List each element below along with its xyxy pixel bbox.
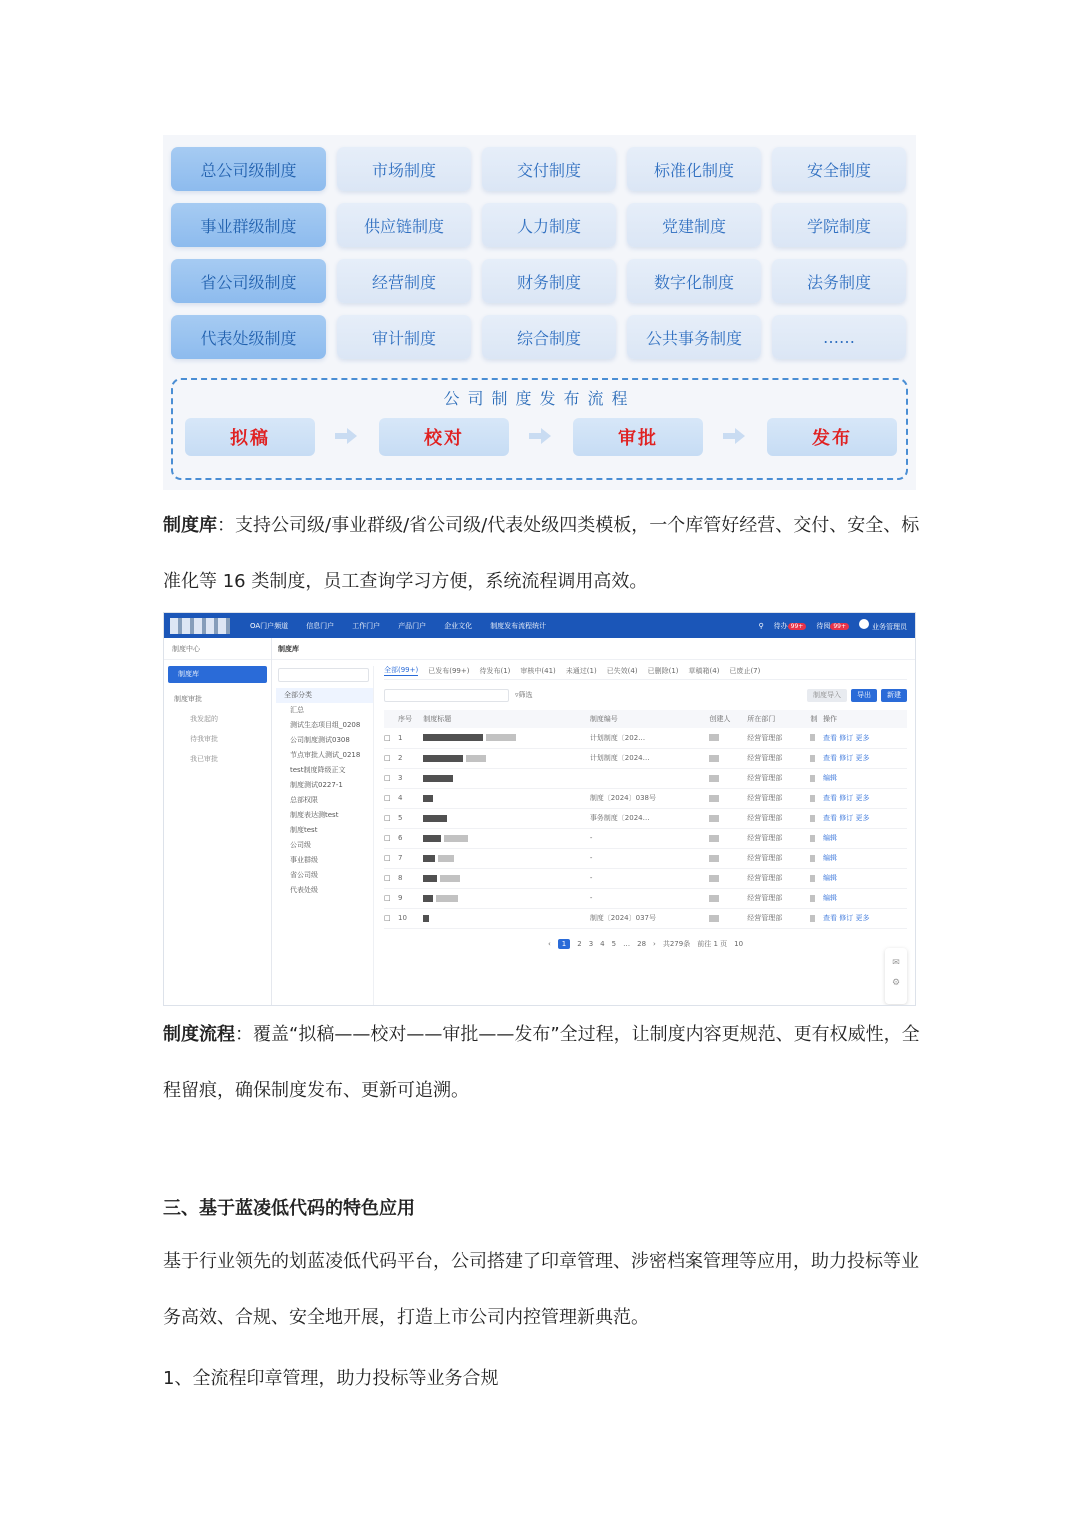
cell-code: -	[590, 848, 710, 868]
export-button[interactable]: 导出	[851, 689, 877, 702]
cell-actions[interactable]: 编辑	[823, 868, 907, 888]
row-checkbox[interactable]: □	[384, 728, 398, 748]
category-button: 代表处级制度	[171, 315, 326, 359]
paragraph-bold-lead: 制度库	[163, 515, 217, 536]
cell-title[interactable]	[423, 828, 590, 848]
cell-no: 9	[398, 888, 423, 908]
system-diagram	[163, 135, 916, 490]
cell-no: 5	[398, 808, 423, 828]
tree-node[interactable]: 制度test	[290, 826, 318, 834]
category-button: 总公司级制度	[171, 147, 326, 191]
cell-code: 计划制度〔202…	[590, 728, 710, 748]
cell-actions[interactable]: 查看 修订 更多	[823, 908, 907, 928]
pagination	[384, 939, 907, 949]
system-screenshot	[163, 612, 916, 1006]
cell-creator	[709, 908, 747, 928]
cell-dept: 经营管理部	[747, 868, 810, 888]
cell-code	[590, 768, 710, 788]
category-button: 财务制度	[482, 259, 616, 303]
cell-dept: 经营管理部	[747, 728, 810, 748]
column-header: 制度编号	[590, 710, 710, 728]
cell-dept: 经营管理部	[747, 808, 810, 828]
category-button: 安全制度	[772, 147, 906, 191]
cell-no: 1	[398, 728, 423, 748]
search-icon[interactable]: ⚲	[758, 621, 764, 630]
tree-node[interactable]: 测试生态项目组_0208	[290, 721, 361, 729]
sidebar-subitem[interactable]: 我发起的	[190, 715, 218, 723]
sub-heading: 1、全流程印章管理，助力投标等业务合规	[163, 1368, 499, 1389]
status-tab[interactable]: 已发布(99+)	[428, 666, 470, 675]
cell-title[interactable]	[423, 748, 590, 768]
cell-type	[810, 748, 823, 768]
section-heading: 三、基于蓝凌低代码的特色应用	[163, 1198, 415, 1219]
column-header: 制度标题	[423, 710, 590, 728]
chat-icon[interactable]: ✉	[892, 958, 900, 968]
cell-actions[interactable]: 查看 修订 更多	[823, 748, 907, 768]
cell-type	[810, 768, 823, 788]
column-header: 序号	[398, 710, 423, 728]
column-header: 制	[810, 710, 823, 728]
cell-no: 6	[398, 828, 423, 848]
list-panel	[384, 662, 907, 1005]
cell-title[interactable]	[423, 768, 590, 788]
avatar	[859, 619, 869, 629]
nav-item[interactable]: 企业文化	[444, 621, 473, 630]
import-button[interactable]: 制度导入	[807, 689, 847, 702]
sidebar-subitem[interactable]: 待我审批	[190, 735, 218, 743]
filter-label: 筛选	[518, 691, 533, 699]
todo-badge: 99+	[788, 623, 807, 630]
side-tools	[885, 948, 907, 1004]
table-row[interactable]	[384, 908, 907, 928]
cell-title[interactable]	[423, 868, 590, 888]
status-tab[interactable]: 已删除(1)	[647, 666, 679, 675]
category-grid	[171, 147, 906, 359]
row-checkbox[interactable]: □	[384, 768, 398, 788]
top-navbar	[164, 613, 915, 638]
status-tab[interactable]: 已废止(7)	[729, 666, 761, 675]
page-number[interactable]: 4	[600, 939, 605, 948]
cell-actions[interactable]: 查看 修订 更多	[823, 808, 907, 828]
column-header: 所在部门	[747, 710, 810, 728]
cell-dept: 经营管理部	[747, 748, 810, 768]
category-button: 事业群级制度	[171, 203, 326, 247]
user-menu[interactable]	[859, 619, 907, 632]
left-sidebar	[164, 638, 272, 1005]
search-input[interactable]	[384, 689, 509, 702]
paragraph-system-library	[163, 498, 923, 610]
table-row[interactable]	[384, 768, 907, 788]
prev-page-icon[interactable]: ‹	[547, 939, 551, 948]
row-checkbox[interactable]: □	[384, 808, 398, 828]
page-title: 制度库	[272, 638, 915, 660]
page-number[interactable]: 2	[577, 939, 582, 948]
tree-node[interactable]: 总部权限	[290, 796, 318, 804]
cell-title[interactable]	[423, 908, 590, 928]
system-table	[384, 710, 907, 929]
list-toolbar	[384, 684, 907, 706]
column-header: 操作	[823, 710, 907, 728]
category-button: 审计制度	[337, 315, 471, 359]
table-row[interactable]	[384, 728, 907, 748]
cell-type	[810, 808, 823, 828]
cell-title[interactable]	[423, 728, 590, 748]
tree-node[interactable]: 公司级	[290, 841, 311, 849]
category-button: 党建制度	[627, 203, 761, 247]
cell-creator	[709, 848, 747, 868]
tree-node[interactable]: 制度测试0227-1	[290, 781, 343, 789]
cell-creator	[709, 728, 747, 748]
cell-no: 3	[398, 768, 423, 788]
category-button: 标准化制度	[627, 147, 761, 191]
category-button: 综合制度	[482, 315, 616, 359]
cell-type	[810, 848, 823, 868]
cell-code: -	[590, 888, 710, 908]
category-button: 省公司级制度	[171, 259, 326, 303]
paragraph-text: ：覆盖“拟稿——校对——审批——发布”全过程，让制度内容更规范、更有权威性，全程留痕，确保制度发布、更新可追溯。	[163, 1024, 920, 1101]
status-tab[interactable]: 未通过(1)	[565, 666, 597, 675]
page-number[interactable]: 28	[637, 939, 647, 948]
flow-step-approve: 审批	[573, 418, 703, 456]
cell-actions[interactable]: 编辑	[823, 768, 907, 788]
cell-code: -	[590, 868, 710, 888]
status-tab[interactable]: 全部(99+)	[384, 666, 419, 674]
arrow-right-icon	[529, 428, 551, 444]
cell-type	[810, 908, 823, 928]
status-tab[interactable]: 草稿箱(4)	[688, 666, 720, 675]
tree-node[interactable]: 省公司级	[290, 871, 318, 879]
row-checkbox[interactable]: □	[384, 848, 398, 868]
arrow-right-icon	[723, 428, 745, 444]
category-button: ……	[772, 315, 906, 359]
nav-item[interactable]: 工作门户	[352, 621, 381, 630]
user-label: 业务管理员	[872, 623, 907, 631]
page-number[interactable]: 5	[611, 939, 617, 948]
category-button: 学院制度	[772, 203, 906, 247]
row-checkbox[interactable]: □	[384, 888, 398, 908]
tree-node[interactable]: 代表处级	[290, 886, 318, 894]
settings-icon[interactable]: ⚙	[891, 978, 901, 988]
cell-title[interactable]	[423, 848, 590, 868]
paragraph-lowcode: 基于行业领先的划蓝凌低代码平台，公司搭建了印章管理、涉密档案管理等应用，助力投标等业务高效、合规、安全地开展，打造上市公司内控管理新典范。	[163, 1251, 919, 1328]
cell-code: -	[590, 828, 710, 848]
cell-type	[810, 888, 823, 908]
cell-title[interactable]	[423, 888, 590, 908]
cell-code: 计划制度〔2024…	[590, 748, 710, 768]
column-header: 创建人	[709, 710, 747, 728]
cell-code: 制度〔2024〕037号	[590, 908, 710, 928]
category-button: 法务制度	[772, 259, 906, 303]
pager-goto[interactable]: 前往 1 页	[697, 939, 728, 948]
cell-creator	[709, 768, 747, 788]
sidebar-subitem[interactable]: 我已审批	[190, 755, 218, 763]
cell-type	[810, 788, 823, 808]
cell-creator	[709, 808, 747, 828]
pager-total: 共279条	[662, 939, 691, 948]
cell-title[interactable]	[423, 808, 590, 828]
nav-item[interactable]: 信息门户	[306, 621, 335, 630]
row-checkbox[interactable]: □	[384, 908, 398, 928]
cell-actions[interactable]: 查看 修订 更多	[823, 728, 907, 748]
cell-dept: 经营管理部	[747, 828, 810, 848]
page-number[interactable]: 3	[588, 939, 594, 948]
cell-code: 制度〔2024〕038号	[590, 788, 710, 808]
tree-node[interactable]: 节点审批人测试_0218	[290, 751, 361, 759]
table-row[interactable]	[384, 888, 907, 908]
cell-creator	[709, 788, 747, 808]
row-checkbox[interactable]: □	[384, 748, 398, 768]
cell-type	[810, 828, 823, 848]
status-tab[interactable]: 待发布(1)	[479, 666, 511, 675]
cell-actions[interactable]: 编辑	[823, 828, 907, 848]
category-button: 市场制度	[337, 147, 471, 191]
category-button: 人力制度	[482, 203, 616, 247]
pager-size[interactable]: 10	[734, 939, 744, 948]
status-tabs	[384, 662, 907, 680]
cell-dept: 经营管理部	[747, 768, 810, 788]
company-logo	[170, 618, 230, 634]
category-button: 公共事务制度	[627, 315, 761, 359]
page-number[interactable]: 1	[558, 939, 570, 949]
cell-no: 4	[398, 788, 423, 808]
cell-no: 10	[398, 908, 423, 928]
row-checkbox[interactable]: □	[384, 828, 398, 848]
cell-actions[interactable]: 编辑	[823, 848, 907, 868]
new-button[interactable]: 新建	[881, 689, 907, 702]
arrow-right-icon	[335, 428, 357, 444]
cell-creator	[709, 828, 747, 848]
sidebar-header: 制度中心	[164, 638, 271, 660]
nav-item[interactable]: 制度发布流程统计	[490, 621, 547, 630]
cell-actions[interactable]: 编辑	[823, 888, 907, 908]
publish-flow-box	[171, 378, 908, 480]
cell-dept: 经营管理部	[747, 788, 810, 808]
read-badge: 99+	[830, 623, 849, 630]
top-right-tools	[759, 619, 907, 632]
flow-step-publish: 发布	[767, 418, 897, 456]
table-row[interactable]	[384, 788, 907, 808]
row-checkbox[interactable]: □	[384, 788, 398, 808]
table-row[interactable]	[384, 808, 907, 828]
category-tree	[276, 666, 374, 1005]
cell-code: 事务制度〔2024…	[590, 808, 710, 828]
cell-type	[810, 728, 823, 748]
paragraph-bold-lead: 制度流程	[163, 1024, 235, 1045]
read-label: 待阅	[816, 621, 831, 630]
table-row[interactable]	[384, 748, 907, 768]
table-row[interactable]	[384, 848, 907, 868]
todo-link[interactable]	[774, 621, 807, 631]
cell-no: 2	[398, 748, 423, 768]
tree-node[interactable]: 制度表达测test	[290, 811, 339, 819]
cell-creator	[709, 748, 747, 768]
cell-actions[interactable]: 查看 修订 更多	[823, 788, 907, 808]
cell-title[interactable]	[423, 788, 590, 808]
flow-step-proofread: 校对	[379, 418, 509, 456]
table-row[interactable]	[384, 828, 907, 848]
sidebar-item-approval[interactable]: 制度审批	[174, 695, 202, 703]
nav-item[interactable]: OA门户频道	[250, 621, 289, 630]
category-button: 数字化制度	[627, 259, 761, 303]
cell-no: 8	[398, 868, 423, 888]
tree-node[interactable]: 事业群级	[290, 856, 318, 864]
row-checkbox[interactable]: □	[384, 868, 398, 888]
cell-dept: 经营管理部	[747, 888, 810, 908]
read-link[interactable]	[816, 621, 849, 631]
sidebar-item-library[interactable]: 制度库	[168, 666, 267, 683]
status-tab[interactable]: 审核中(41)	[520, 666, 556, 675]
cell-no: 7	[398, 848, 423, 868]
filter-button[interactable]: ▿筛选	[515, 691, 533, 699]
next-page-icon[interactable]: ›	[653, 939, 656, 948]
tree-root-node[interactable]: 全部分类	[276, 688, 373, 703]
table-row[interactable]	[384, 868, 907, 888]
cell-creator	[709, 888, 747, 908]
category-button: 供应链制度	[337, 203, 471, 247]
tree-node[interactable]: 公司制度测试0308	[290, 736, 350, 744]
cell-creator	[709, 868, 747, 888]
cell-type	[810, 868, 823, 888]
nav-item[interactable]: 产品门户	[398, 621, 427, 630]
cell-dept: 经营管理部	[747, 848, 810, 868]
todo-label: 待办	[773, 621, 788, 630]
tree-search-input[interactable]	[278, 668, 369, 682]
cell-dept: 经营管理部	[747, 908, 810, 928]
paragraph-system-flow	[163, 1007, 923, 1119]
tree-node[interactable]: 汇总	[290, 706, 304, 714]
paragraph-text: ：支持公司级/事业群级/省公司级/代表处级四类模板，一个库管好经营、交付、安全、标准化等 16 类制度，员工查询学习方便，系统流程调用高效。	[163, 515, 920, 592]
status-tab[interactable]: 已失效(4)	[606, 666, 638, 675]
tree-node[interactable]: test制度降级正文	[290, 766, 346, 774]
page-number[interactable]: …	[623, 939, 631, 948]
flow-step-draft: 拟稿	[185, 418, 315, 456]
flow-title: 公司制度发布流程	[443, 389, 636, 408]
main-content	[272, 638, 915, 1005]
category-button: 经营制度	[337, 259, 471, 303]
category-button: 交付制度	[482, 147, 616, 191]
